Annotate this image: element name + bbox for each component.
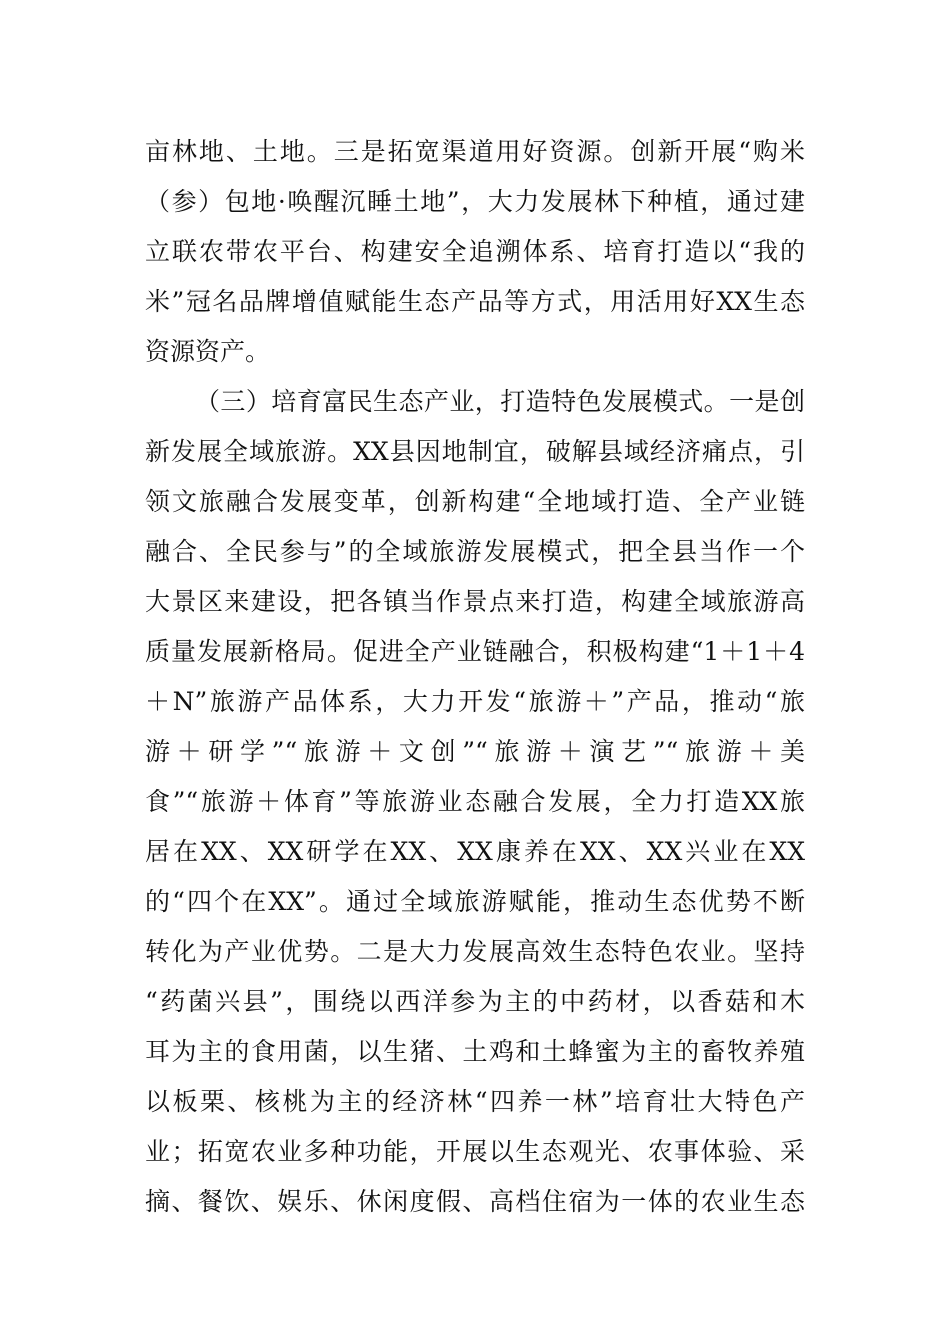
text-line: 居在XX、XX研学在XX、XX康养在XX、XX兴业在XX	[145, 837, 805, 866]
text-line: 摘、餐饮、娱乐、休闲度假、高档住宿为一体的农业生态	[145, 1187, 805, 1216]
text-line: 大景区来建设，把各镇当作景点来打造，构建全域旅游高	[145, 587, 805, 616]
text-line: 亩林地、土地。三是拓宽渠道用好资源。创新开展“购米	[145, 137, 805, 166]
text-line: （参）包地·唤醒沉睡土地”，大力发展林下种植，通过建	[145, 187, 805, 216]
text-line: 转化为产业优势。二是大力发展高效生态特色农业。坚持	[145, 937, 805, 966]
text-line: 融合、全民参与”的全域旅游发展模式，把全县当作一个	[145, 537, 805, 566]
text-line: 米”冠名品牌增值赋能生态产品等方式，用活用好XX生态	[145, 287, 805, 316]
text-line: 业；拓宽农业多种功能，开展以生态观光、农事体验、采	[145, 1137, 805, 1166]
text-line: 食”“旅游＋体育”等旅游业态融合发展，全力打造XX旅	[145, 787, 805, 816]
text-line: 领文旅融合发展变革，创新构建“全地域打造、全产业链	[145, 487, 805, 516]
text-line: “药菌兴县”，围绕以西洋参为主的中药材，以香菇和木	[145, 987, 805, 1016]
text-line: 立联农带农平台、构建安全追溯体系、培育打造以“我的	[145, 237, 805, 266]
text-line: 新发展全域旅游。XX县因地制宜，破解县域经济痛点，引	[145, 437, 805, 466]
text-line: 耳为主的食用菌，以生猪、土鸡和土蜂蜜为主的畜牧养殖	[145, 1037, 805, 1066]
text-line: 的“四个在XX”。通过全域旅游赋能，推动生态优势不断	[145, 887, 805, 916]
paragraph-heading-line: （三）培育富民生态产业，打造特色发展模式。一是创	[195, 387, 805, 416]
text-line: 质量发展新格局。促进全产业链融合，积极构建“1＋1＋4	[145, 637, 805, 666]
text-line: 游＋研学”“旅游＋文创”“旅游＋演艺”“旅游＋美	[145, 737, 805, 766]
text-line: 资源资产。	[145, 337, 271, 366]
text-line: 以板栗、核桃为主的经济林“四养一林”培育壮大特色产	[145, 1087, 805, 1116]
text-line: ＋N”旅游产品体系，大力开发“旅游＋”产品，推动“旅	[145, 687, 805, 716]
